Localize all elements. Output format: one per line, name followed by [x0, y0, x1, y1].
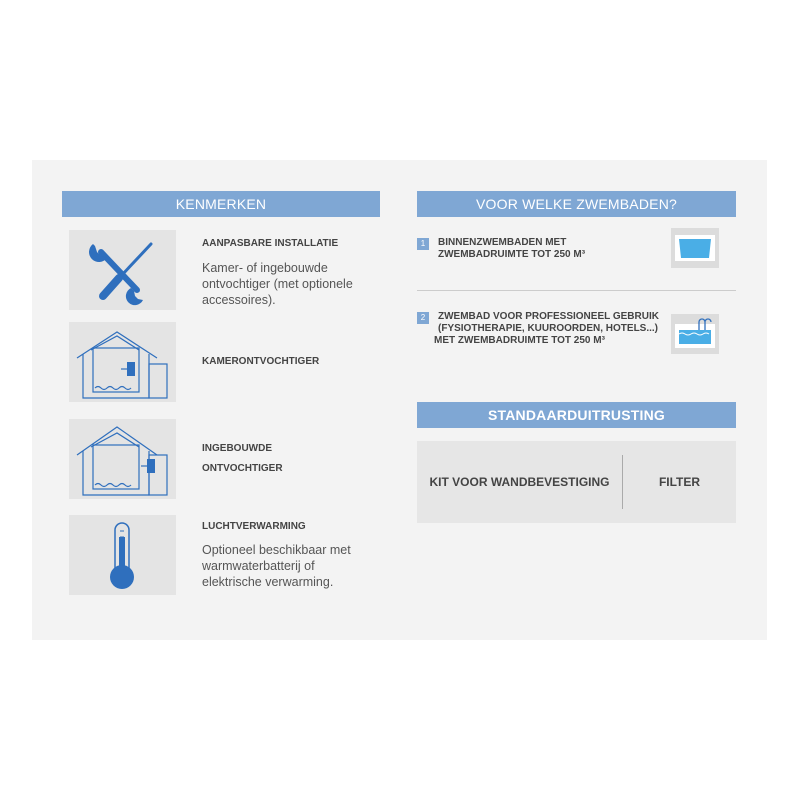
zwembaden-header: VOOR WELKE ZWEMBADEN? [417, 191, 736, 217]
feature-title-installatie: AANPASBARE INSTALLATIE [202, 238, 339, 249]
house-room-dehumidifier-icon [69, 322, 176, 402]
house-builtin-dehumidifier-icon [69, 419, 176, 499]
pool-text-2-line1: ZWEMBAD VOOR PROFESSIONEEL GEBRUIK [438, 311, 659, 322]
std-item-filter: FILTER [658, 475, 701, 489]
standaard-header: STANDAARDUITRUSTING [417, 402, 736, 428]
std-item-kit: KIT VOOR WANDBEVESTIGING [429, 475, 610, 489]
kenmerken-header: KENMERKEN [62, 191, 380, 217]
standaard-box [417, 441, 736, 523]
pool-text-2-line2: (FYSIOTHERAPIE, KUUROORDEN, HOTELS...) [438, 323, 659, 334]
section-divider [417, 290, 736, 291]
feature-text-installatie: Kamer- of ingebouwde ontvochtiger (met optionele accessoires). [202, 261, 353, 307]
pool-text-2-line3: MET ZWEMBADRUIMTE TOT 250 M³ [434, 335, 605, 346]
tools-icon [69, 230, 176, 310]
pool-badge-2: 2 [417, 312, 429, 324]
pool-ladder-icon [671, 314, 719, 354]
feature-title-kamerontvochtiger: KAMERONTVOCHTIGER [202, 356, 320, 367]
pool-badge-1: 1 [417, 238, 429, 250]
feature-text-luchtverwarming: Optioneel beschikbaar met warmwaterbatterij of elektrische verwarming. [202, 543, 351, 589]
feature-title-luchtverwarming: LUCHTVERWARMING [202, 521, 306, 532]
pool-text-1-line2: ZWEMBADRUIMTE TOT 250 M³ [438, 249, 586, 260]
pool-text-1-line1: BINNENZWEMBADEN MET [438, 237, 567, 248]
pool-icon [671, 228, 719, 268]
feature-title-ingebouwde-line2: ONTVOCHTIGER [202, 463, 283, 474]
thermometer-icon [69, 515, 176, 595]
feature-title-ingebouwde-line1: INGEBOUWDE [202, 443, 272, 454]
